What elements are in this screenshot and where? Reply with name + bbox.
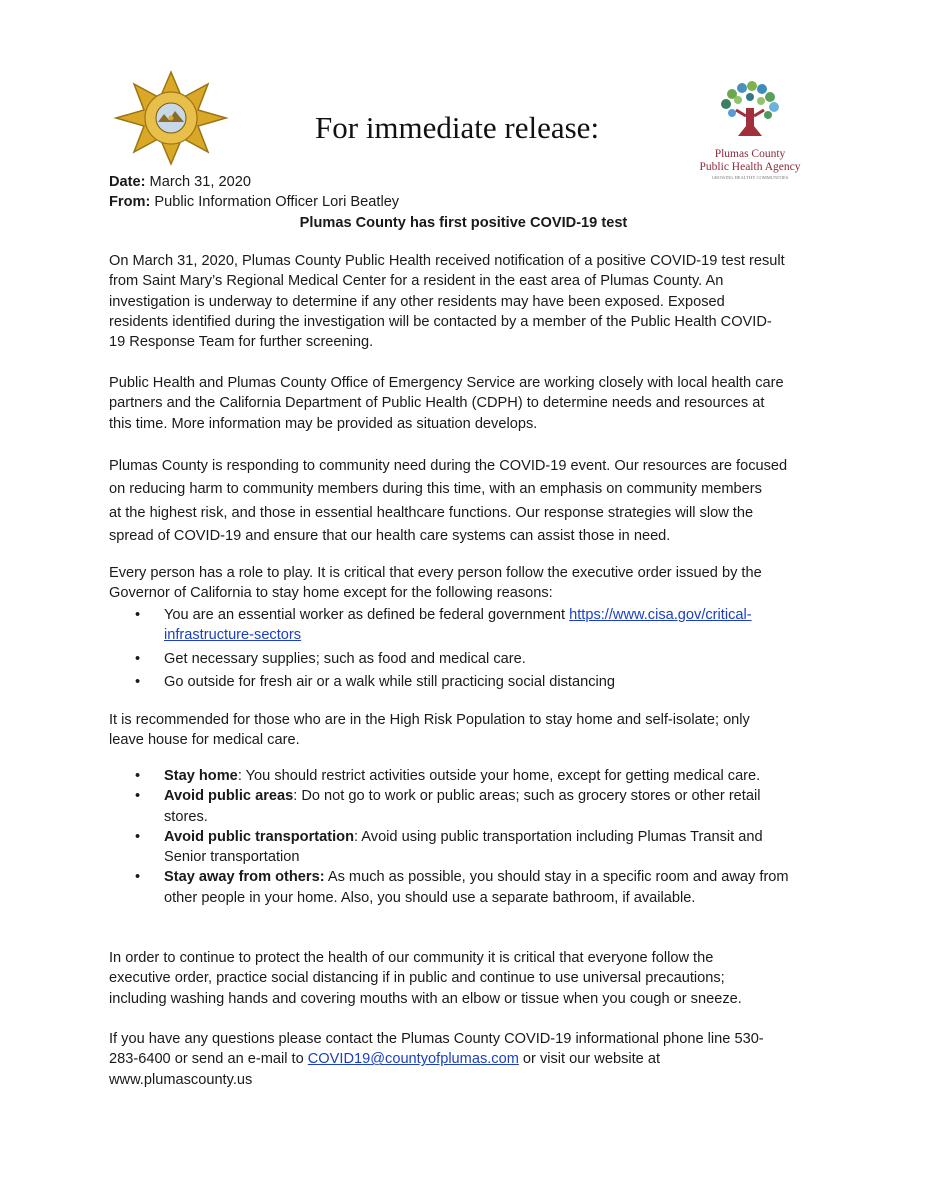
reasons-list	[109, 605, 829, 692]
tree-icon	[690, 80, 810, 142]
bullet-icon: •	[135, 768, 141, 784]
cisa-link-continued[interactable]: infrastructure-sectors	[164, 627, 302, 644]
text-line: partners and the California Department of Public Health (CDPH) to determine needs and resources at	[109, 395, 765, 412]
contact-text: 283-6400 or send an e-mail to	[109, 1051, 308, 1068]
agency-tagline: GROWING HEALTHY COMMUNITIES	[711, 175, 789, 180]
sheriff-badge-logo	[112, 68, 230, 168]
high-risk-guidance-list	[109, 766, 829, 908]
list-item	[109, 786, 829, 827]
headline: Plumas County has first positive COVID-19 test	[299, 215, 628, 231]
contact-text: or visit our website at	[518, 1051, 661, 1068]
guidance-label: Stay home	[164, 768, 238, 784]
list-item	[109, 766, 829, 786]
reason-text: You are an essential worker as defined be federal government	[164, 607, 570, 623]
text-line: 19 Response Team for further screening.	[109, 334, 374, 351]
guidance-label: Avoid public areas	[164, 788, 294, 805]
paragraph-response	[109, 455, 787, 548]
agency-name-line1: Plumas County	[714, 148, 786, 160]
page-title: For immediate release:	[315, 110, 600, 145]
from-label: From:	[109, 194, 151, 210]
text-line: Public Health and Plumas County Office of Emergency Service are working closely with local health care	[109, 375, 784, 391]
text-line: Plumas County is responding to community need during the COVID-19 event. Our resources are focused	[109, 458, 788, 474]
paragraph-precautions	[109, 948, 742, 1009]
list-item	[109, 605, 829, 646]
text-line: residents identified during the investigation will be contacted by a member of the Public Health COVID-	[109, 313, 772, 330]
text-line: at the highest risk, and those in essential healthcare functions. Our response strategies will slow the	[109, 504, 754, 521]
text-line: Every person has a role to play. It is critical that every person follow the executive order issued by the	[109, 565, 762, 581]
release-from	[109, 192, 399, 212]
cisa-link[interactable]: https://www.cisa.gov/critical-	[569, 607, 752, 623]
guidance-text: : Avoid using public transportation including Plumas Transit and	[354, 828, 763, 845]
guidance-text: stores.	[164, 808, 208, 825]
bullet-icon: •	[135, 607, 141, 623]
bullet-icon: •	[135, 828, 141, 845]
list-item	[109, 827, 829, 868]
text-line: investigation is underway to determine if any other residents may have been exposed. Exposed	[109, 293, 725, 310]
list-item	[109, 649, 829, 669]
guidance-text: other people in your home. Also, you should use a separate bathroom, if available.	[164, 889, 696, 906]
list-item	[109, 867, 829, 908]
guidance-text: Senior transportation	[164, 849, 300, 866]
bullet-icon: •	[135, 650, 141, 667]
text-line: It is recommended for those who are in the High Risk Population to stay home and self-isolate; only	[109, 712, 750, 728]
contact-paragraph	[109, 1029, 764, 1090]
text-line: leave house for medical care.	[109, 732, 300, 749]
text-line: from Saint Mary’s Regional Medical Center for a resident in the east area of Plumas County. An	[109, 273, 724, 290]
reason-text: Get necessary supplies; such as food and medical care.	[164, 650, 526, 667]
paragraph-collaboration	[109, 373, 784, 434]
guidance-label: Avoid public transportation	[164, 828, 354, 845]
paragraph-high-risk	[109, 710, 750, 751]
text-line: On March 31, 2020, Plumas County Public Health received notification of a positive COVID-19 test result	[109, 253, 785, 269]
text-line: on reducing harm to community members during this time, with an emphasis on community members	[109, 481, 762, 498]
paragraph-role	[109, 563, 762, 604]
text-line: spread of COVID-19 and ensure that our health care systems can assist those in need.	[109, 527, 671, 544]
website-text: www.plumascounty.us	[109, 1071, 253, 1088]
text-line: Governor of California to stay home except for the following reasons:	[109, 585, 553, 602]
email-link[interactable]: COVID19@countyofplumas.com	[307, 1051, 519, 1068]
text-line: In order to continue to protect the health of our community it is critical that everyone follow the	[109, 950, 714, 966]
text-line: this time. More information may be provided as situation develops.	[109, 415, 538, 432]
text-line	[109, 1049, 764, 1069]
list-item	[109, 672, 829, 692]
paragraph-notification	[109, 251, 785, 352]
guidance-text: : You should restrict activities outside your home, except for getting medical care.	[237, 768, 761, 784]
bullet-icon: •	[135, 869, 141, 886]
text-line: including washing hands and covering mouths with an elbow or tissue when you cough or sneeze.	[109, 990, 742, 1007]
public-health-agency-logo	[690, 80, 810, 180]
guidance-label: Stay away from others:	[164, 869, 325, 886]
text-line: If you have any questions please contact the Plumas County COVID-19 informational phone line 530-	[109, 1031, 764, 1047]
guidance-text: As much as possible, you should stay in a specific room and away from	[324, 869, 789, 886]
from-value: Public Information Officer Lori Beatley	[150, 194, 400, 210]
text-line: executive order, practice social distancing if in public and continue to use universal precautions;	[109, 970, 725, 987]
bullet-icon: •	[135, 673, 141, 690]
reason-text: Go outside for fresh air or a walk while still practicing social distancing	[164, 673, 615, 690]
date-label: Date:	[109, 174, 146, 190]
agency-name-line2: Public Health Agency	[699, 161, 801, 173]
date-value: March 31, 2020	[145, 174, 251, 190]
bullet-icon: •	[135, 788, 141, 805]
release-date	[109, 172, 251, 192]
guidance-text: : Do not go to work or public areas; such as grocery stores or other retail	[293, 788, 761, 805]
